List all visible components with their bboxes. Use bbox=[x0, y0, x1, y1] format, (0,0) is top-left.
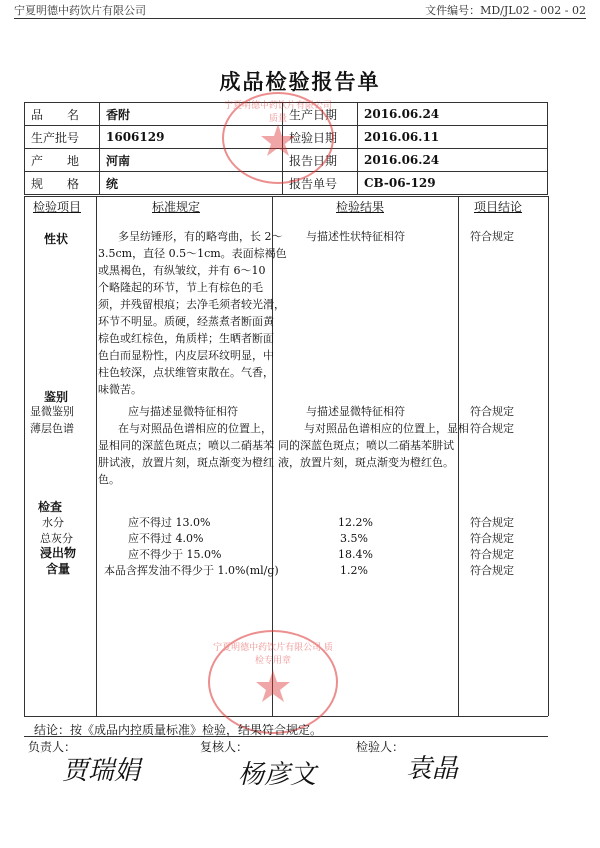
extract-standard: 应不得少于 15.0% bbox=[128, 548, 222, 561]
inspector-label: 检验人： bbox=[356, 740, 405, 754]
report-date-value: 2016.06.24 bbox=[358, 149, 548, 172]
origin-label: 产 地 bbox=[25, 149, 100, 172]
spec-value: 统 bbox=[100, 172, 283, 195]
report-conclusion: 结论：按《成品内控质量标准》检验，结果符合规定。 bbox=[34, 723, 323, 737]
extract-conclusion: 符合规定 bbox=[470, 548, 514, 561]
moisture-conclusion: 符合规定 bbox=[470, 516, 514, 529]
traits-standard-line: 味微苦。 bbox=[98, 383, 142, 396]
traits-standard-line: 柱色较深，点状维管束散在。气香， bbox=[98, 366, 274, 379]
traits-standard-line: 多呈纺锤形，有的略弯曲，长 2～ bbox=[118, 230, 283, 243]
body-top-rule bbox=[24, 196, 548, 197]
prod-date-value: 2016.06.24 bbox=[358, 103, 548, 126]
body-left-rule bbox=[24, 196, 25, 716]
traits-result: 与描述性状特征相符 bbox=[306, 230, 405, 243]
microscopy-result: 与描述显微特征相符 bbox=[306, 405, 405, 418]
content-label: 含量 bbox=[46, 562, 71, 576]
test-date-value: 2016.06.11 bbox=[358, 126, 548, 149]
tlc-conclusion: 符合规定 bbox=[470, 422, 514, 435]
stamp-bottom-text: 宁夏明德中药饮片有限公司 质检专用章 bbox=[213, 643, 333, 666]
traits-standard-line: 色白而显粉性，内皮层环纹明显，中 bbox=[98, 349, 274, 362]
responsible-signature: 贾瑞娟 bbox=[62, 756, 141, 786]
col-divider-3 bbox=[458, 196, 459, 716]
traits-standard-line: 环节不明显。质硬，经蒸煮者断面黄 bbox=[98, 315, 274, 328]
ash-label: 总灰分 bbox=[40, 532, 73, 545]
tlc-standard-line: 显相同的深蓝色斑点；喷以二硝基苯 bbox=[98, 439, 274, 452]
col-result-header: 检验结果 bbox=[336, 200, 385, 214]
col-divider-1 bbox=[96, 196, 97, 716]
traits-standard-line: 或黑褐色，有纵皱纹，并有 6～10 bbox=[98, 264, 266, 277]
name-value: 香附 bbox=[100, 103, 283, 126]
tlc-result-line: 液，放置片刻，斑点渐变为橙红色。 bbox=[278, 456, 454, 469]
batch-label: 生产批号 bbox=[25, 126, 100, 149]
page-title: 成品检验报告单 bbox=[219, 69, 381, 94]
quality-stamp-top bbox=[222, 92, 334, 184]
batch-value: 1606129 bbox=[100, 126, 283, 149]
tlc-result-line: 同的深蓝色斑点；喷以二硝基苯肼试 bbox=[278, 439, 454, 452]
col-item-header: 检验项目 bbox=[33, 200, 82, 214]
company-header: 宁夏明德中药饮片有限公司 bbox=[14, 4, 146, 17]
conclusion-rule bbox=[24, 736, 548, 737]
identification-item: 鉴别 bbox=[44, 390, 69, 404]
content-result: 1.2% bbox=[340, 564, 368, 577]
reviewer-signature: 杨彦文 bbox=[238, 760, 317, 790]
quality-stamp-bottom bbox=[208, 630, 338, 734]
responsible-label: 负责人： bbox=[28, 740, 77, 754]
inspector-signature: 袁晶 bbox=[406, 754, 459, 784]
traits-standard-line: 个略隆起的环节，节上有棕色的毛 bbox=[98, 281, 263, 294]
spec-label: 规 格 bbox=[25, 172, 100, 195]
microscopy-standard: 应与描述显微特征相符 bbox=[128, 405, 238, 418]
name-label: 品 名 bbox=[25, 103, 100, 126]
body-right-rule bbox=[548, 196, 549, 716]
extract-result: 18.4% bbox=[338, 548, 373, 561]
tlc-result bbox=[278, 420, 469, 471]
tlc-label: 薄层色谱 bbox=[30, 422, 74, 435]
tlc-result-line: 与对照品色谱相应的位置上，显相 bbox=[304, 422, 469, 435]
traits-standard bbox=[98, 228, 287, 398]
report-date-label: 报告日期 bbox=[283, 149, 358, 172]
ash-conclusion: 符合规定 bbox=[470, 532, 514, 545]
origin-value: 河南 bbox=[100, 149, 283, 172]
ash-result: 3.5% bbox=[340, 532, 368, 545]
tlc-standard-line: 在与对照品色谱相应的位置上， bbox=[118, 422, 272, 435]
stamp-top-text: 宁夏明德中药饮片有限公司 质量 bbox=[224, 101, 333, 124]
traits-standard-line: 棕色或红棕色，角质样；生晒者断面 bbox=[98, 332, 274, 345]
test-date-label: 检验日期 bbox=[283, 126, 358, 149]
moisture-label: 水分 bbox=[42, 516, 64, 529]
tlc-standard bbox=[98, 420, 274, 488]
traits-item: 性状 bbox=[44, 232, 69, 246]
extract-label: 浸出物 bbox=[40, 546, 77, 560]
ash-standard: 应不得过 4.0% bbox=[128, 532, 204, 545]
content-standard: 本品含挥发油不得少于 1.0%(ml/g) bbox=[104, 564, 279, 577]
document-number: 文件编号：MD/JL02 - 002 - 02 bbox=[425, 4, 586, 17]
traits-standard-line: 3.5cm，直径 0.5～1cm。表面棕褐色 bbox=[98, 247, 287, 260]
col-standard-header: 标准规定 bbox=[152, 200, 201, 214]
moisture-result: 12.2% bbox=[338, 516, 373, 529]
tlc-standard-line: 肼试液，放置片刻，斑点渐变为橙红 bbox=[98, 456, 274, 469]
traits-standard-line: 须，并残留根痕；去净毛须者较光滑， bbox=[98, 298, 285, 311]
moisture-standard: 应不得过 13.0% bbox=[128, 516, 211, 529]
report-no-value: CB-06-129 bbox=[358, 172, 548, 195]
microscopy-label: 显微鉴别 bbox=[30, 405, 74, 418]
traits-conclusion: 符合规定 bbox=[470, 230, 514, 243]
content-conclusion: 符合规定 bbox=[470, 564, 514, 577]
header-rule bbox=[14, 18, 586, 19]
microscopy-conclusion: 符合规定 bbox=[470, 405, 514, 418]
col-conclusion-header: 项目结论 bbox=[474, 200, 523, 214]
report-no-label: 报告单号 bbox=[283, 172, 358, 195]
tlc-standard-line: 色。 bbox=[98, 473, 120, 486]
reviewer-label: 复核人： bbox=[200, 740, 249, 754]
prod-date-label: 生产日期 bbox=[283, 103, 358, 126]
inspection-item: 检查 bbox=[38, 500, 63, 514]
